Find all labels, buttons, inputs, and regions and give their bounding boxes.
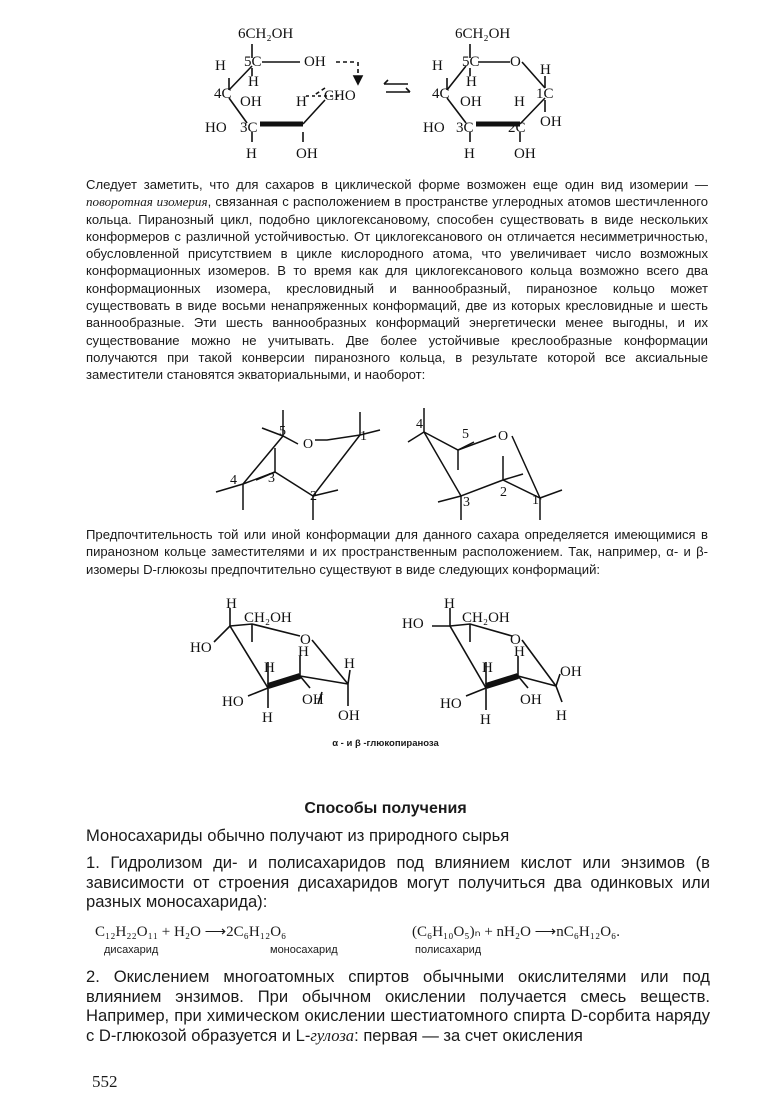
beta-oh-right: OH bbox=[560, 664, 582, 680]
chair1-n4: 4 bbox=[230, 473, 237, 488]
item2-after: : первая — за счет окисления bbox=[354, 1025, 583, 1045]
open-oh-c4: OH bbox=[240, 94, 262, 110]
alpha-h-bottom: H bbox=[262, 710, 273, 726]
eq1-arrow: ⟶ bbox=[204, 924, 227, 940]
alpha-h-b: H bbox=[298, 644, 309, 660]
cyc-ring-o: O bbox=[510, 54, 521, 70]
glucopyranose-figure bbox=[0, 596, 771, 731]
para1-term: поворотная изомерия bbox=[86, 194, 208, 210]
body-item-2 bbox=[86, 967, 710, 1045]
eq2-plus: + nH₂O bbox=[484, 924, 531, 940]
cyc-oh-c2: OH bbox=[514, 146, 536, 162]
paragraph-conformation-intro bbox=[86, 176, 708, 384]
para1-text-before: Следует заметить, что для сахаров в циклической форме возможен еще один вид изомерии — bbox=[86, 177, 708, 192]
equation-disaccharide bbox=[95, 922, 286, 941]
equation-polysaccharide bbox=[412, 922, 620, 941]
beta-ring-o: O bbox=[510, 632, 521, 648]
cyc-h-c3: H bbox=[464, 146, 475, 162]
beta-ho-bottom: HO bbox=[440, 696, 462, 712]
chair2-n1: 1 bbox=[532, 493, 539, 508]
open-h-left2: H bbox=[248, 74, 259, 90]
item2-term: гулоза bbox=[310, 1025, 355, 1045]
cyc-c1-label: 1C bbox=[536, 86, 554, 102]
chair1-n2: 2 bbox=[310, 489, 317, 504]
eq1-rhs-label: моносахарид bbox=[270, 944, 338, 956]
item2-before: 2. Окислением многоатомных спиртов обычными окислителями или под влиянием энзимов. При обычном окислении получается смесь веществ. Например, при химическом окислении шестиатомного спирта D-сорбита наряду с D-глюкозой образуется и L- bbox=[86, 967, 710, 1045]
eq2-arrow: ⟶ bbox=[534, 924, 557, 940]
cyc-h-left: H bbox=[432, 58, 443, 74]
para1-text-after: , связанная с расположением в пространстве углеродных атомов шестичленного кольца. Пиранозный цикл, подобно циклогексановому, способен существовать в виде нескольких конформеров с различной устойчивостью. От циклогексанового он отличается несимметричностью, обусловленной присутствием в цикле кислородного атома, что увеличивает число возможных конформационных изомеров. В то время как для циклогексанового кольца возможно всего два конформационных изомера, кресловидный и ваннообразный, пиранозное кольцо может существовать в виде восьми ненапряженных конформаций, две из которых кресловидные и шесть ваннообразные. Эти шесть ваннообразных конформаций энергетически менее выгодны, и их существование можно не учитывать. Две более устойчивые креслообразные конформации получаются при такой конверсии пиранозного кольца, в результате которой все аксиальные заместители становятся экваториальными, и наоборот: bbox=[86, 194, 709, 383]
cyc-h-c5: H bbox=[466, 74, 477, 90]
open-h-c2: H bbox=[296, 94, 307, 110]
cyc-c2-label: 2C bbox=[508, 120, 526, 136]
cyc-c4-label: 4C bbox=[432, 86, 450, 102]
open-h-c3: H bbox=[246, 146, 257, 162]
cyc-c6-label: 6CH₂OH bbox=[455, 26, 511, 42]
cyc-oh-c1: OH bbox=[540, 114, 562, 130]
eq1-lhs-formula: C₁₂H₂₂O₁₁ bbox=[95, 924, 159, 940]
eq1-lhs-label: дисахарид bbox=[104, 944, 159, 956]
eq2-rhs: nC₆H₁₂O₆. bbox=[556, 924, 621, 940]
cyc-c3-label: 3C bbox=[456, 120, 474, 136]
chair1-n5: 5 bbox=[279, 424, 286, 439]
beta-h-a: H bbox=[482, 660, 493, 676]
beta-h-bottom: H bbox=[480, 712, 491, 728]
cyc-oh-c4: OH bbox=[460, 94, 482, 110]
eq1-rhs: 2C₆H₁₂O₆ bbox=[226, 924, 287, 940]
alpha-h-top: H bbox=[226, 596, 237, 612]
open-ho-c3: HO bbox=[205, 120, 227, 136]
body-item-1: 1. Гидролизом ди- и полисахаридов под влиянием кислот или энзимов (в зависимости от строения дисахаридов могут получиться два одинковых или разных моносахарида): bbox=[86, 853, 710, 911]
beta-oh-mid: OH bbox=[520, 692, 542, 708]
open-c6-label: 6CH₂OH bbox=[238, 26, 294, 42]
haworth-figure bbox=[0, 18, 771, 168]
alpha-oh-mid: OH bbox=[302, 692, 324, 708]
eq2-lhs-formula: (C₆H₁₀O₅)ₙ bbox=[412, 924, 481, 940]
chair1-n3: 3 bbox=[268, 471, 275, 486]
beta-h-right: H bbox=[556, 708, 567, 724]
open-h-left: H bbox=[215, 58, 226, 74]
chair2-n5: 5 bbox=[462, 427, 469, 442]
alpha-ho-bottom: HO bbox=[222, 694, 244, 710]
alpha-oh-bottom: OH bbox=[338, 708, 360, 724]
cyc-c5-label: 5C bbox=[462, 54, 480, 70]
alpha-ring-o: O bbox=[300, 632, 311, 648]
chair-conformations-figure bbox=[0, 400, 771, 525]
beta-h-b: H bbox=[514, 644, 525, 660]
alpha-h-c: H bbox=[344, 656, 355, 672]
beta-ho-left: HO bbox=[402, 616, 424, 632]
chair1-ring-o: O bbox=[303, 437, 314, 452]
page-number: 552 bbox=[92, 1072, 118, 1091]
cyc-ho-c3: HO bbox=[423, 120, 445, 136]
chair2-n3: 3 bbox=[463, 495, 470, 510]
cyc-h-c2: H bbox=[514, 94, 525, 110]
open-c4-label: 4C bbox=[214, 86, 232, 102]
eq1-plus: + H₂O bbox=[161, 924, 201, 940]
open-oh-c2: OH bbox=[296, 146, 318, 162]
alpha-h-a: H bbox=[264, 660, 275, 676]
open-oh-top: OH bbox=[304, 54, 326, 70]
beta-h-top: H bbox=[444, 596, 455, 612]
section-heading: Способы получения bbox=[304, 800, 467, 817]
figure-caption: α - и β -глюкопираноза bbox=[332, 738, 439, 749]
chair2-ring-o: O bbox=[498, 429, 509, 444]
open-c3-label: 3C bbox=[240, 120, 258, 136]
alpha-ho-left: HO bbox=[190, 640, 212, 656]
eq2-lhs-label: полисахарид bbox=[415, 944, 482, 956]
chair2-n2: 2 bbox=[500, 485, 507, 500]
chair1-n1: 1 bbox=[360, 429, 367, 444]
chair2-n4: 4 bbox=[416, 417, 423, 432]
alpha-ch2oh: CH₂OH bbox=[244, 610, 292, 626]
open-cho: CHO bbox=[324, 88, 356, 104]
beta-ch2oh: CH₂OH bbox=[462, 610, 510, 626]
cyc-h-c1: H bbox=[540, 62, 551, 78]
body-intro: Моносахариды обычно получают из природного сырья bbox=[86, 826, 510, 845]
open-c5-label: 5C bbox=[244, 54, 262, 70]
paragraph-glucose-conformations: Предпочтительность той или иной конформации для данного сахара определяется имеющимися в пиранозном кольце заместителями и их пространственным расположением. Так, например, α- и β-изомеры D-глюкозы предпочтительно существуют в виде следующих конформаций: bbox=[86, 527, 708, 577]
